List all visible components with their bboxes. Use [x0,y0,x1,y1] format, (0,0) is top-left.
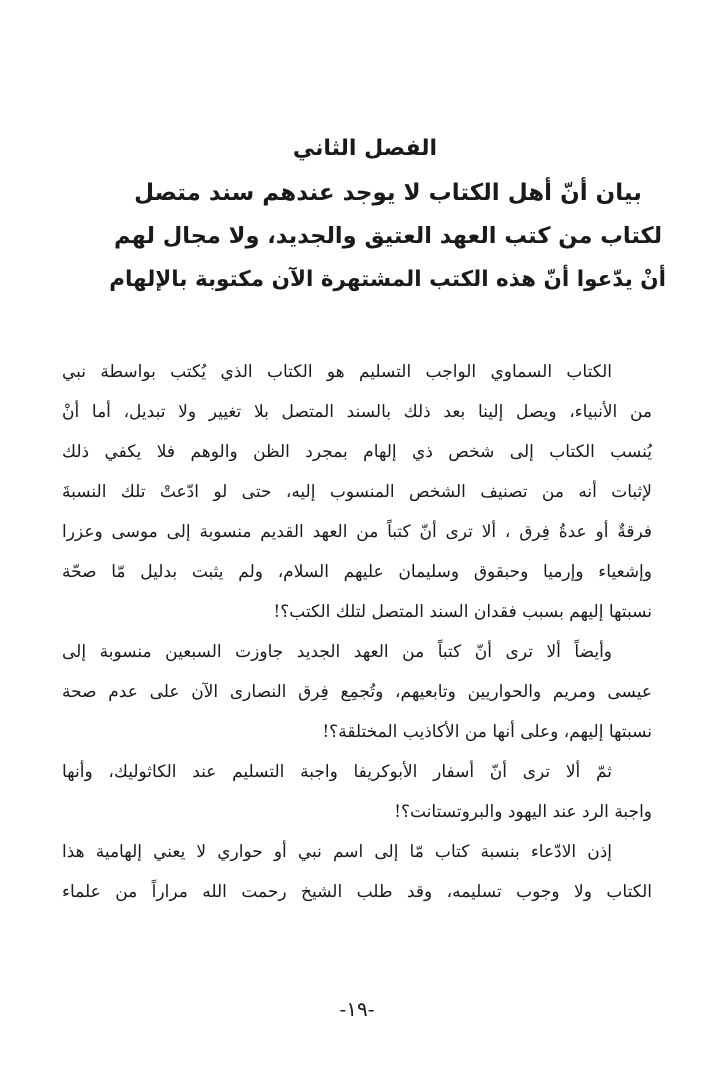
text-line: فرقةٌ أو عدةُ فِرق ، ألا ترى أنّ كتباً من العهد القديم منسوبة إلى موسى وعزرا [62,522,652,542]
text-line: من الأنبياء، ويصل إلينا بعد ذلك بالسند المتصل بلا تغيير ولا تبديل، أما أنْ [62,402,652,422]
chapter-title: الفصل الثاني [292,136,438,161]
text-line: لإثبات أنه من تصنيف الشخص المنسوب إليه، حتى لو ادّعتْ تلك النسبةَ [62,482,652,502]
text-line: نسبتها إليهم، وعلى أنها من الأكاذيب المختلقة؟! [322,722,652,742]
heading-line: بيان أنّ أهل الكتاب لا يوجد عندهم سند متصل [134,180,642,206]
text-line: الكتاب ولا وجوب تسليمه، وقد طلب الشيخ رحمت الله مراراً من علماء [62,882,652,902]
text-line: وأيضاً ألا ترى أنّ كتباً من العهد الجديد جاوزت السبعين منسوبة إلى [62,642,612,662]
text-line: ثمّ ألا ترى أنّ أسفار الأبوكريفا واجبة التسليم عند الكاثوليك، وأنها [62,762,612,782]
text-line: عيسى ومريم والحواريين وتابعيهم، وتُجمِع فِرق النصارى الآن على عدم صحة [62,682,652,702]
page-number: -١٩- [339,997,375,1021]
text-line: واجبة الرد عند اليهود والبروتستانت؟! [394,802,652,822]
heading-line: لكتاب من كتب العهد العتيق والجديد، ولا مجال لهم [113,223,663,249]
heading-line: أنْ يدّعوا أنّ هذه الكتب المشتهرة الآن مكتوبة بالإلهام [109,267,666,292]
text-line: نسبتها إليهم بسبب فقدان السند المتصل لتلك الكتب؟! [273,602,652,622]
text-line: الكتاب السماوي الواجب التسليم هو الكتاب الذي يُكتب بواسطة نبي [62,362,612,382]
chapter-heading [110,172,666,301]
text-line: إذن الادّعاء بنسبة كتاب مّا إلى اسم نبي أو حواري لا يعني إلهامية هذا [62,842,612,862]
text-line: وإشعياء وإرميا وحبقوق وسليمان عليهم السلام، ولم يثبت بدليل مّا صحّة [62,562,652,582]
body-text [62,352,652,912]
text-line: يُنسب الكتاب إلى شخص ذي إلهام بمجرد الظن والوهم فلا يكفي ذلك [62,442,652,462]
